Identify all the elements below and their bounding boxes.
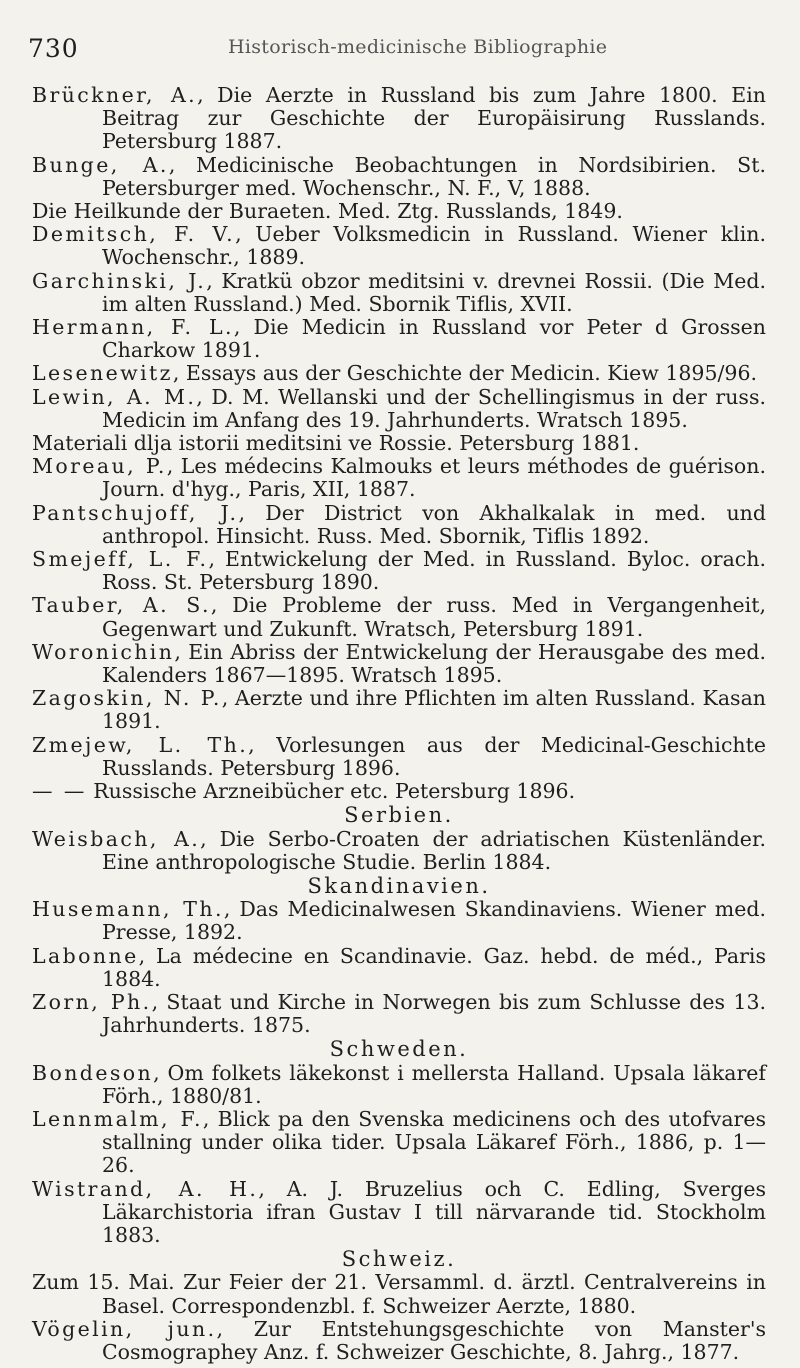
entry-text: , Das Medicinalwesen Skandinaviens. Wiener med. Presse, 1892. [102, 897, 766, 945]
entry-text: , Aerzte und ihre Pflichten im alten Russland. Kasan 1891. [102, 686, 766, 734]
bibliography-entry [32, 641, 766, 687]
bibliography-entry [32, 828, 766, 874]
bibliography-entry [32, 1178, 766, 1248]
entry-author: Lennmalm, F. [32, 1106, 203, 1131]
entry-author: Husemann, Th. [32, 897, 224, 922]
bibliography-entry [32, 898, 766, 944]
bibliography-entry [32, 432, 766, 455]
entry-author: Hermann, F. L. [32, 315, 234, 340]
entry-author: Lesenewitz [32, 361, 173, 386]
bibliography-entry [32, 316, 766, 362]
entry-text: , Essays aus der Geschichte der Medicin. Kiew 1895/96. [172, 361, 758, 386]
entry-author: Lewin, A. M. [32, 384, 197, 409]
bibliography-entry [32, 270, 766, 316]
bibliography-entry [32, 200, 766, 223]
bibliography-entry [32, 687, 766, 733]
entry-text: , Blick pa den Svenska medicinens och des utofvares stallning under olika tider. Upsala Läkaref Förh., 1886, p. 1—26. [102, 1106, 766, 1178]
page-number: 730 [28, 34, 79, 63]
entry-author: Bondeson [32, 1060, 154, 1085]
bibliography-entry [32, 455, 766, 501]
bibliography-entry [32, 1271, 766, 1317]
section-heading: Schweden. [329, 1037, 469, 1062]
entry-author: Zmejew, L. Th. [32, 732, 249, 757]
bibliography-entry [32, 991, 766, 1037]
entry-author: Weisbach, A. [32, 826, 201, 851]
entry-text: , Medicinische Beobachtungen in Nordsibirien. St. Petersburger med. Wochenschr., N. F., V, 1888. [102, 152, 766, 200]
bibliography-entry [32, 780, 766, 803]
entry-text: Materiali dlja istorii meditsini ve Rossie. Petersburg 1881. [32, 431, 640, 456]
entry-author: Bunge, A. [32, 152, 169, 177]
entry-text: , A. J. Bruzelius och C. Edling, Sverges Läkarchistoria ifran Gustav I till närvarande tid. Stockholm 1883. [102, 1176, 766, 1247]
entry-text: , Vorlesungen aus der Medicinal-Geschichte Russlands. Petersburg 1896. [102, 732, 767, 780]
bibliography-body [32, 84, 766, 1364]
entry-text: , Entwickelung der Med. in Russland. Byloc. orach. Ross. St. Petersburg 1890. [102, 547, 767, 595]
bibliography-entry [32, 223, 766, 269]
page-header [28, 34, 768, 64]
entry-text: , Les médecins Kalmouks et leurs méthodes de guérison. Journ. d'hyg., Paris, XII, 1887. [102, 454, 766, 502]
entry-author: Brückner, A. [32, 83, 198, 107]
entry-text: , Die Probleme der russ. Med in Vergangenheit, Gegenwart und Zukunft. Wratsch, Petersburg 1891. [102, 593, 766, 641]
entry-author: Pantschujoff, J. [32, 500, 239, 525]
entry-text: , Der District von Akhalkalak in med. und anthropol. Hinsicht. Russ. Med. Sbornik, Tiflis 1892. [102, 500, 766, 548]
entry-author: Smejeff, L. F. [32, 547, 209, 572]
entry-author: Demitsch, F. V. [32, 222, 236, 247]
entry-author: Moreau, P. [32, 454, 167, 479]
bibliography-entry [32, 154, 766, 200]
entry-text: Zum 15. Mai. Zur Feier der 21. Versamml. d. ärztl. Centralvereins in Basel. Correspondenzbl. f. Schweizer Aerzte, 1880. [32, 1270, 766, 1318]
entry-author: Zagoskin, N. P. [32, 686, 222, 711]
entry-text: , Die Aerzte in Russland bis zum Jahre 1800. Ein Beitrag zur Geschichte der Europäisirung Russlands. Petersburg 1887. [102, 83, 766, 154]
bibliography-entry [32, 1062, 766, 1108]
section-heading: Schweiz. [341, 1247, 457, 1272]
entry-text: , Die Serbo-Croaten der adriatischen Küstenländer. Eine anthropologische Studie. Berlin 1884. [102, 826, 767, 874]
bibliography-entry [32, 386, 766, 432]
bibliography-entry [32, 1108, 766, 1178]
entry-author: Wistrand, A. H. [32, 1176, 259, 1201]
entry-author: Vögelin, jun. [32, 1316, 217, 1341]
entry-author: Labonne [32, 943, 139, 968]
bibliography-entry [32, 594, 766, 640]
entry-text: , Zur Entstehungsgeschichte von Manster's Cosmographey Anz. f. Schweizer Geschichte, 8. Jahrg., 1877. [102, 1316, 766, 1364]
bibliography-entry [32, 502, 766, 548]
running-title: Historisch-medicinische Bibliographie [228, 36, 608, 58]
entry-text: , Ein Abriss der Entwickelung der Herausgabe des med. Kalenders 1867—1895. Wratsch 1895. [102, 639, 766, 688]
entry-text: Die Heilkunde der Buraeten. Med. Ztg. Russlands, 1849. [32, 199, 623, 224]
bibliography-entry [32, 362, 766, 385]
bibliography-entry [32, 734, 766, 780]
section-heading: Skandinavien. [307, 873, 491, 898]
entry-text: Russische Arzneibücher etc. Petersburg 1896. [86, 779, 576, 804]
entry-author: Zorn, Ph. [32, 989, 152, 1014]
entry-author: Tauber, A. S. [32, 593, 211, 618]
bibliography-entry [32, 945, 766, 991]
bibliography-entry [32, 548, 766, 594]
entry-text: , Om folkets läkekonst i mellersta Halland. Upsala läkaref Förh., 1880/81. [102, 1060, 766, 1108]
entry-text: , D. M. Wellanski und der Schellingismus in der russ. Medicin im Anfang des 19. Jahrhunderts. Wratsch 1895. [102, 384, 766, 432]
entry-text: , Ueber Volksmedicin in Russland. Wiener klin. Wochenschr., 1889. [102, 222, 766, 270]
bibliography-entry [32, 84, 766, 154]
entry-text: , Kratkü obzor meditsini v. drevnei Rossii. (Die Med. im alten Russland.) Med. Sbornik Tiflis, XVII. [102, 268, 766, 316]
entry-text: , Staat und Kirche in Norwegen bis zum Schlusse des 13. Jahrhunderts. 1875. [102, 989, 767, 1038]
bibliography-entry [32, 1318, 766, 1364]
entry-text: , Die Medicin in Russland vor Peter d Grossen Charkow 1891. [102, 315, 766, 363]
entry-author: Garchinski, J. [32, 268, 207, 293]
section-heading: Serbien. [344, 803, 454, 828]
entry-text: , La médecine en Scandinavie. Gaz. hebd. de méd., Paris 1884. [102, 943, 766, 991]
entry-author: — — [32, 779, 87, 804]
entry-author: Woronichin [32, 639, 175, 664]
